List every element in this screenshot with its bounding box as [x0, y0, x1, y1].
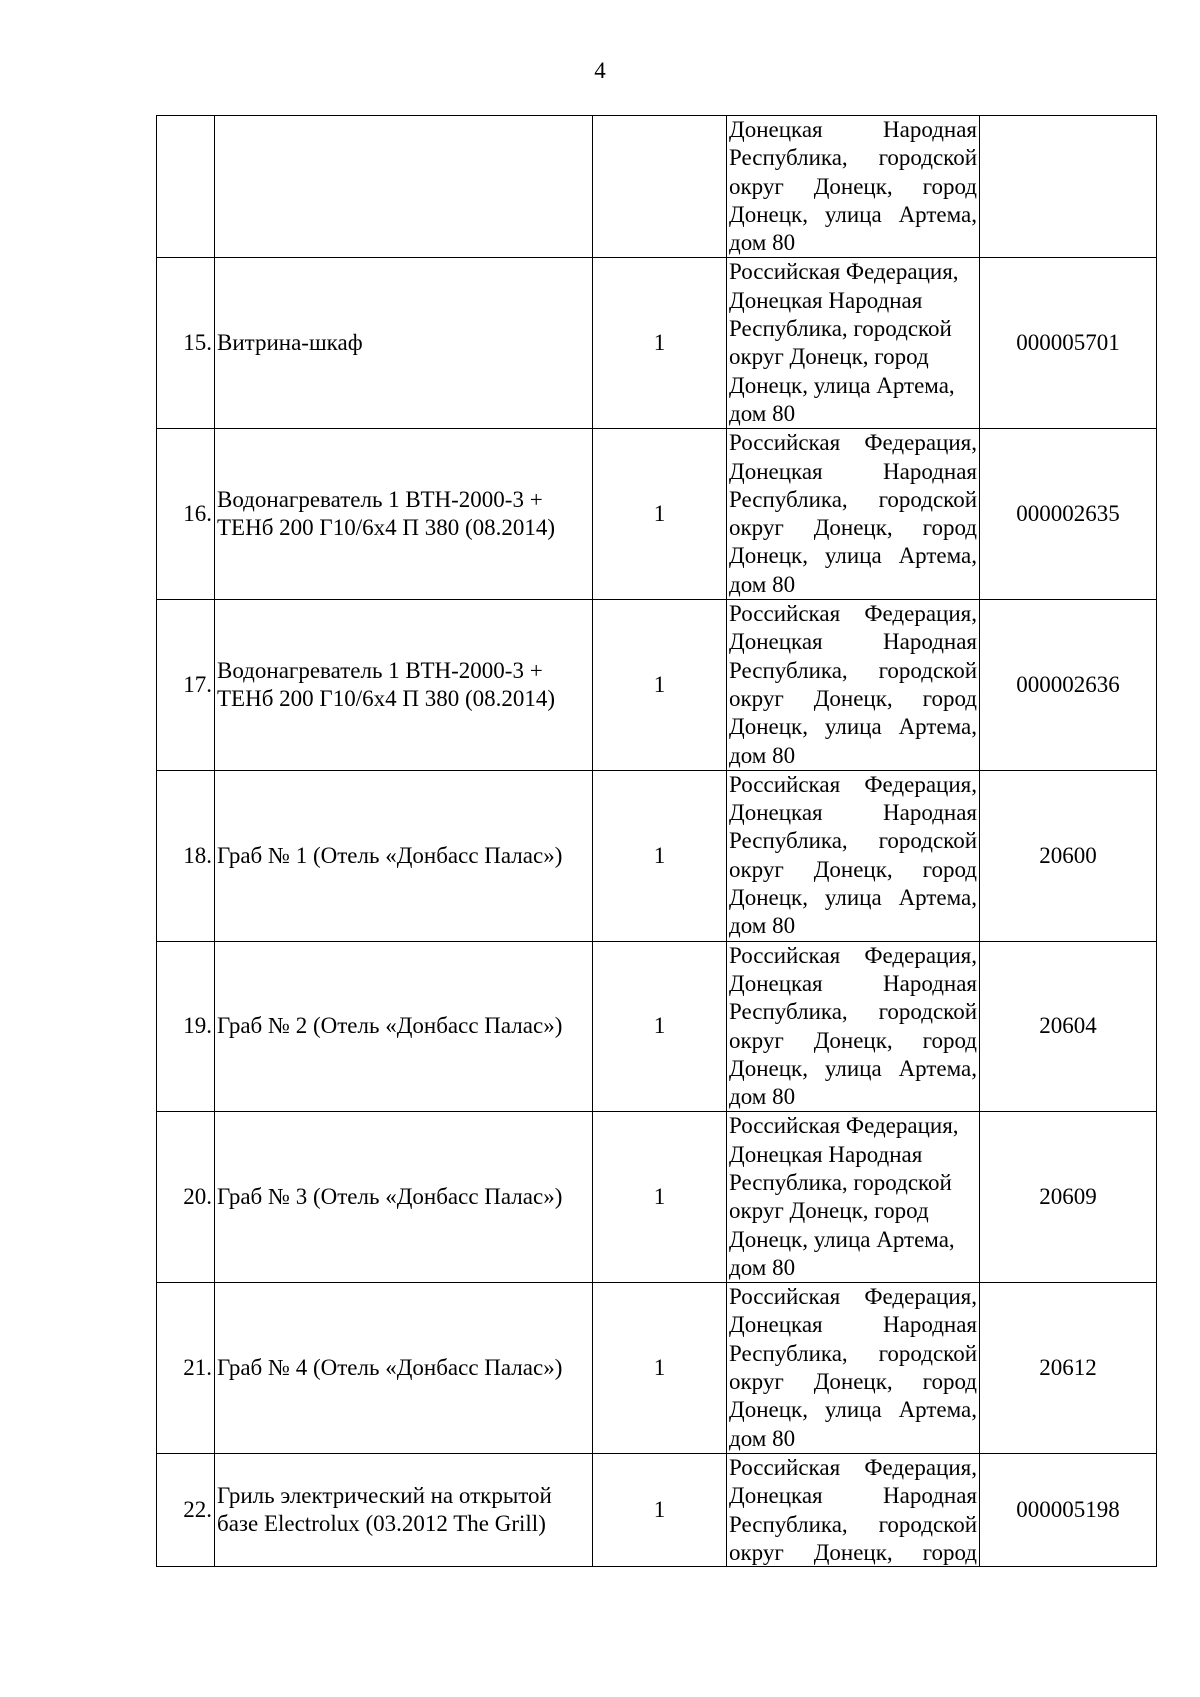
address-cell	[727, 1283, 980, 1454]
inventory-number: 20604	[980, 941, 1157, 1112]
table-row	[157, 429, 1157, 600]
item-name: Витрина-шкаф	[215, 258, 593, 429]
row-number: 19.	[157, 941, 215, 1112]
row-number: 15.	[157, 258, 215, 429]
property-table	[156, 115, 1157, 1567]
item-name: Водонагреватель 1 ВТН-2000-3 + ТЕНб 200 Г10/6х4 П 380 (08.2014)	[215, 429, 593, 600]
row-number: 20.	[157, 1112, 215, 1283]
quantity: 1	[593, 1283, 727, 1454]
inventory-number: 20609	[980, 1112, 1157, 1283]
address-text: Российская Федерация, Донецкая Народная Республика, городской округ Донецк, город Донецк, улица Артема, дом 80	[729, 1113, 959, 1280]
inventory-number: 000002635	[980, 429, 1157, 600]
inventory-number-cell	[980, 116, 1157, 258]
address-cell	[727, 770, 980, 941]
address-cell	[727, 1453, 980, 1566]
address-text: Российская Федерация, Донецкая Народная Республика, городской округ Донецк, город Донецк, улица Артема, дом 80	[729, 601, 977, 768]
address-text: Российская Федерация, Донецкая Народная Республика, городской округ Донецк, город Донецк, улица Артема, дом 80	[729, 942, 977, 1110]
quantity-cell	[593, 116, 727, 258]
row-number: 16.	[157, 429, 215, 600]
address-text: Российская Федерация, Донецкая Народная Республика, городской округ Донецк, город	[729, 1454, 977, 1565]
page-number: 4	[594, 58, 606, 83]
address-text: Российская Федерация, Донецкая Народная Республика, городской округ Донецк, город Донецк, улица Артема, дом 80	[729, 259, 959, 426]
address-cell	[727, 941, 980, 1112]
item-name: Граб № 3 (Отель «Донбасс Палас»)	[215, 1112, 593, 1283]
row-number: 18.	[157, 770, 215, 941]
inventory-number: 20600	[980, 770, 1157, 941]
address-text: Российская Федерация, Донецкая Народная Республика, городской округ Донецк, город Донецк, улица Артема, дом 80	[729, 1284, 977, 1451]
address-text: Российская Федерация, Донецкая Народная Республика, городской округ Донецк, город Донецк, улица Артема, дом 80	[729, 430, 977, 597]
address-cell	[727, 600, 980, 771]
quantity: 1	[593, 258, 727, 429]
item-name: Гриль электрический на открытой базе Electrolux (03.2012 The Grill)	[215, 1453, 593, 1566]
table-row	[157, 1283, 1157, 1454]
inventory-number: 000005198	[980, 1453, 1157, 1566]
address-text: Российская Федерация, Донецкая Народная Республика, городской округ Донецк, город Донецк, улица Артема, дом 80	[729, 771, 977, 939]
row-number-cell	[157, 116, 215, 258]
quantity: 1	[593, 600, 727, 771]
table-row-continued	[157, 116, 1157, 258]
quantity: 1	[593, 1453, 727, 1566]
inventory-number: 20612	[980, 1283, 1157, 1454]
table-row	[157, 941, 1157, 1112]
address-cell	[727, 258, 980, 429]
table-row	[157, 258, 1157, 429]
row-number: 22.	[157, 1453, 215, 1566]
quantity: 1	[593, 770, 727, 941]
quantity: 1	[593, 1112, 727, 1283]
quantity: 1	[593, 941, 727, 1112]
quantity: 1	[593, 429, 727, 600]
address-text: Донецкая Народная Республика, городской округ Донецк, город Донецк, улица Артема, дом 80	[729, 117, 977, 256]
row-number: 21.	[157, 1283, 215, 1454]
inventory-number: 000005701	[980, 258, 1157, 429]
table-row	[157, 1453, 1157, 1566]
item-name-cell	[215, 116, 593, 258]
address-cell	[727, 116, 980, 258]
table-row	[157, 600, 1157, 771]
item-name: Водонагреватель 1 ВТН-2000-3 + ТЕНб 200 Г10/6х4 П 380 (08.2014)	[215, 600, 593, 771]
address-cell	[727, 429, 980, 600]
item-name: Граб № 4 (Отель «Донбасс Палас»)	[215, 1283, 593, 1454]
item-name: Граб № 2 (Отель «Донбасс Палас»)	[215, 941, 593, 1112]
table-row	[157, 770, 1157, 941]
row-number: 17.	[157, 600, 215, 771]
item-name: Граб № 1 (Отель «Донбасс Палас»)	[215, 770, 593, 941]
table-row	[157, 1112, 1157, 1283]
inventory-number: 000002636	[980, 600, 1157, 771]
address-cell	[727, 1112, 980, 1283]
